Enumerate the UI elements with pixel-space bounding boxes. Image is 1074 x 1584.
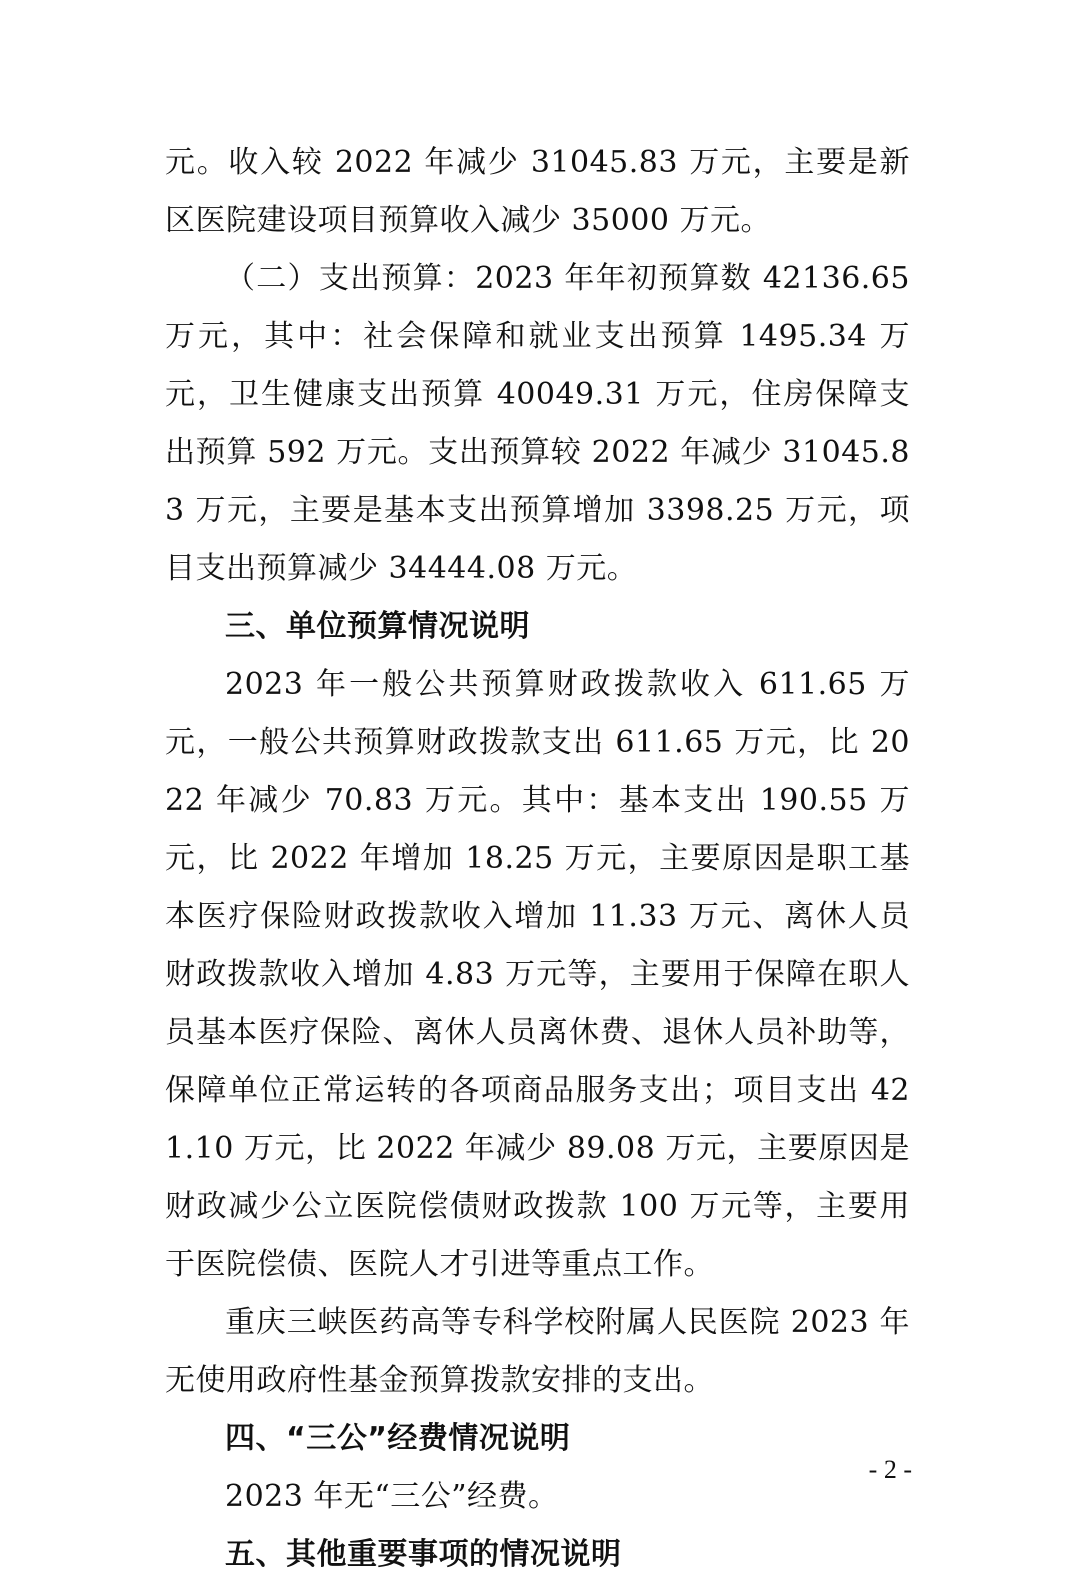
paragraph-three-public-expenses: 2023 年无“三公”经费。 (225, 1479, 559, 1514)
heading-other-important-matters: 五、其他重要事项的情况说明 (225, 1537, 622, 1572)
heading-three-public-expenses: 四、“三公”经费情况说明 (225, 1421, 571, 1456)
paragraph-government-fund: 重庆三峡医药高等专科学校附属人民医院 2023 年无使用政府性基金预算拨款安排的支出。 (165, 1305, 910, 1398)
paragraph-expenditure-budget: （二）支出预算：2023 年年初预算数 42136.65 万元，其中：社会保障和就业支出预算 1495.34 万元，卫生健康支出预算 40049.31 万元，住房保障支出预算 592 万元。支出预算较 2022 年减少 31045.83 万元，主要是基本支出预算增加 3398.25 万元，项目支出预算减少 34444.08 万元。 (165, 261, 910, 586)
paragraph-income-summary: 元。收入较 2022 年减少 31045.83 万元，主要是新区医院建设项目预算收入减少 35000 万元。 (165, 145, 910, 238)
document-content (165, 134, 910, 1584)
heading-unit-budget: 三、单位预算情况说明 (225, 609, 530, 644)
paragraph-general-public-budget: 2023 年一般公共预算财政拨款收入 611.65 万元，一般公共预算财政拨款支出 611.65 万元，比 2022 年减少 70.83 万元。其中：基本支出 190.55 万元，比 2022 年增加 18.25 万元，主要原因是职工基本医疗保险财政拨款收入增加 11.33 万元、离休人员财政拨款收入增加 4.83 万元等，主要用于保障在职人员基本医疗保险、离休人员离休费、退休人员补助等，保障单位正常运转的各项商品服务支出；项目支出 421.10 万元，比 2022 年减少 89.08 万元，主要原因是财政减少公立医院偿债财政拨款 100 万元等，主要用于医院偿债、医院人才引进等重点工作。 (165, 667, 910, 1282)
page-number: - 2 - (868, 1455, 912, 1484)
